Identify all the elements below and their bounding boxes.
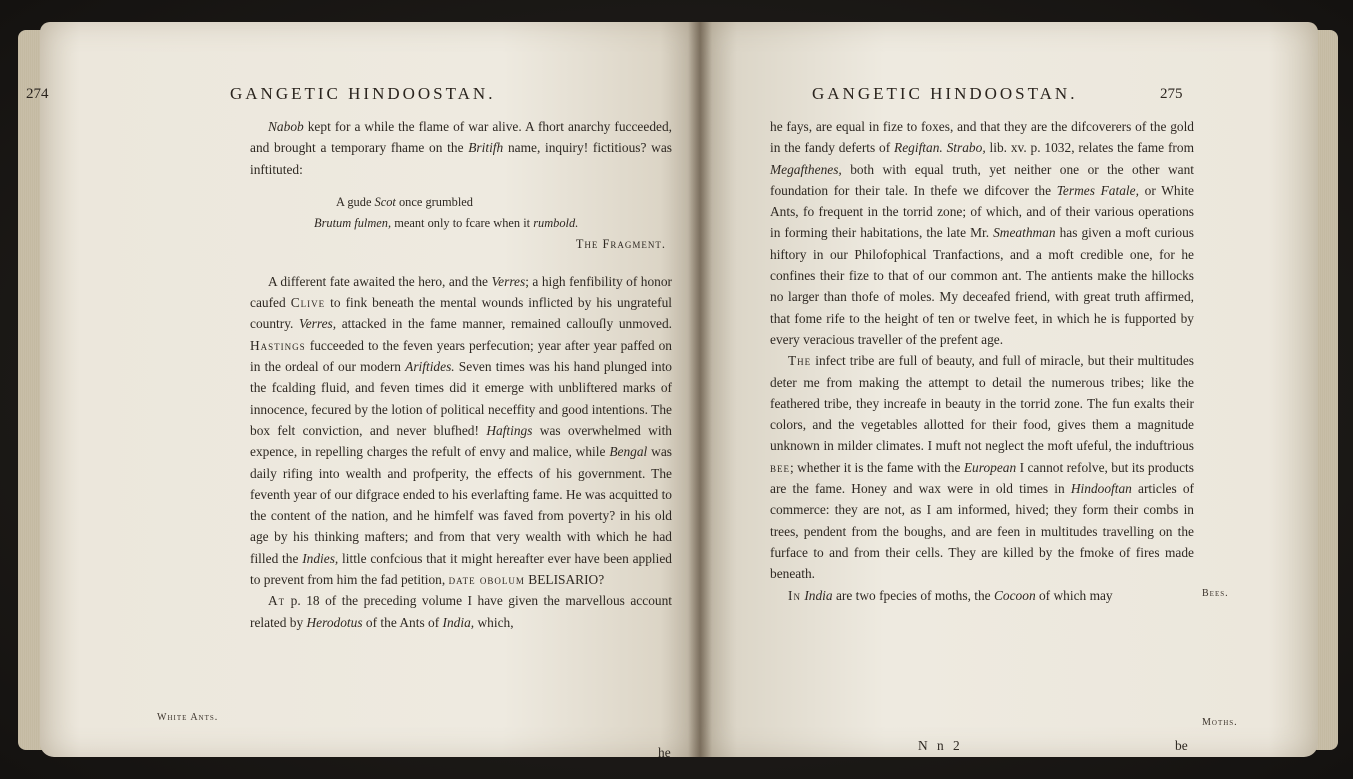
left-paragraph-3: At p. 18 of the preceding volume I have given the marvellous account related by Herodotus of the Ants of India, which, bbox=[250, 593, 672, 630]
left-catchword: he bbox=[658, 745, 671, 760]
left-body-top bbox=[250, 116, 672, 633]
italic-span: Smeathman bbox=[993, 225, 1056, 241]
italic-span: Nabob bbox=[268, 119, 304, 134]
italic-span: Herodotus bbox=[306, 614, 363, 630]
small-caps-span: In bbox=[788, 587, 801, 603]
left-paragraph-1: Nabob kept for a while the flame of war alive. A fhort anarchy fucceeded, and brought a temporary fhame on the Britifh name, inquiry! fictitious? was inftituted: bbox=[250, 119, 672, 177]
italic-span: Indies, bbox=[302, 550, 339, 566]
italic-span: Regiftan. bbox=[894, 140, 943, 156]
small-caps-span: The bbox=[788, 353, 812, 369]
right-body bbox=[770, 116, 1194, 606]
margin-note-moths: Moths. bbox=[1202, 717, 1238, 728]
italic-span: Scot bbox=[374, 194, 396, 209]
book-gutter bbox=[688, 22, 712, 757]
right-paragraph-2: The infect tribe are full of beauty, and full of miracle, but their multitudes deter me from making the attempt to detail the numerous tribes; like the feathered tribe, they increafe in beauty in the torrid zone. The fun exalts their colors, and the vegetables allotted for their food, gives them a magnitude unknown in milder climates. I muft not neglect the moft ufeful, the induftrious bee; whether it is the fame with the European I cannot refolve, but its products are the fame. Honey and wax were in old times in Hindooftan articles of commerce: they are not, as I am informed, hived; they form their combs in trees, pendent from the boughs, and are feen in multitudes travelling on the furface to and from their cells. They are killed by the fmoke of fires made beneath. bbox=[770, 353, 1195, 582]
small-caps-span: bee bbox=[770, 459, 790, 475]
margin-note-bees: Bees. bbox=[1202, 588, 1229, 599]
verse-line-1: A gude Scot once grumbled bbox=[336, 194, 473, 209]
italic-span: rumbold. bbox=[533, 215, 579, 230]
italic-span: Haftings bbox=[486, 422, 533, 438]
left-running-head: GANGETIC HINDOOSTAN. bbox=[230, 84, 496, 103]
small-caps-span: Clive bbox=[290, 295, 326, 311]
right-catchword: be bbox=[1175, 738, 1188, 753]
right-running-head: GANGETIC HINDOOSTAN. bbox=[812, 84, 1078, 103]
right-paragraph-3: In India are two fpecies of moths, the Cocoon of which may bbox=[788, 587, 1113, 603]
right-paragraph-1: he fays, are equal in fize to foxes, and that they are the difcoverers of the gold in the fandy deferts of Regiftan. Strabo, lib. xv. p. 1032, relates the fame from Megafthenes, both with equal truth, yet neither one or the other want foundation for their tale. In thefe we difcover the Termes Fatale, or White Ants, fo frequent in the torrid zone; of which, and of their various operations in forming their habitations, the late Mr. Smeathman has given a moft curious hiftory in our Philofophical Tranfactions, and a moft credible one, for he confines their fize to that of our common ant. The antients make the hillocks no larger than thofe of moles. My deceafed friend, with great truth affirmed, that fome rife to the height of ten or twelve feet, in which he is fupported by every veracious traveller of the prefent age. bbox=[770, 119, 1194, 347]
italic-span: India, bbox=[442, 614, 475, 630]
italic-span: Hindooftan bbox=[1070, 481, 1132, 497]
verse-line-2: Brutum fulmen, meant only to fcare when it rumbold. bbox=[314, 215, 579, 230]
italic-span: European bbox=[963, 459, 1017, 475]
right-page-number: 275 bbox=[1160, 86, 1183, 102]
italic-span: Strabo, bbox=[946, 140, 986, 156]
signature-mark: N n 2 bbox=[918, 738, 963, 753]
italic-span: Bengal bbox=[609, 444, 648, 460]
italic-span: Ariftides. bbox=[405, 359, 455, 375]
italic-span: Verres, bbox=[299, 316, 337, 332]
left-page-number: 274 bbox=[26, 86, 49, 102]
left-paragraph-2: A different fate awaited the hero, and the Verres; a high fenfibility of honor caufed Clive to fink beneath the mental wounds inflicted by his ungrateful country. Verres, attacked in the fame manner, remained callouſly unmoved. Hastings fucceeded to the feven years perfecution; year after year paffed on in the ordeal of our modern Ariftides. Seven times was his hand plunged into the fcalding fluid, and feven times did it emerge with unbliftered marks of innocence, fecured by the lotion of political neceffity and good intentions. The box felt conviction, and never blufhed! Haftings was overwhelmed with expence, in repelling charges the refult of envy and malice, while Bengal was daily rifing into wealth and profperity, the effects of his government. The feventh year of our difgrace ended to his everlafting fame. He was acquitted to the content of the nation, and he himfelf was faved from poverty? in his old age by his thinking mafters; and from that very wealth with which he had filled the Indies, little confcious that it might hereafter ever have been applied to prevent from him the fad petition, date obolum BELISARIO? bbox=[250, 273, 673, 588]
verse-signature: The Fragment. bbox=[575, 236, 666, 251]
italic-span: Brutum fulmen, bbox=[314, 215, 392, 230]
small-caps-span: Hastings bbox=[250, 337, 306, 353]
italic-span: Cocoon bbox=[993, 587, 1036, 603]
small-caps-span: date obolum bbox=[448, 572, 525, 588]
italic-span: Britifh bbox=[468, 140, 504, 156]
margin-note-white-ants: White Ants. bbox=[157, 712, 219, 723]
italic-span: Megafthenes, bbox=[770, 161, 842, 177]
italic-span: Termes Fatale, bbox=[1056, 182, 1139, 198]
italic-span: India bbox=[804, 587, 833, 603]
verse-quote bbox=[250, 192, 672, 255]
small-caps-span: At bbox=[268, 593, 286, 609]
italic-span: Verres bbox=[491, 273, 526, 289]
